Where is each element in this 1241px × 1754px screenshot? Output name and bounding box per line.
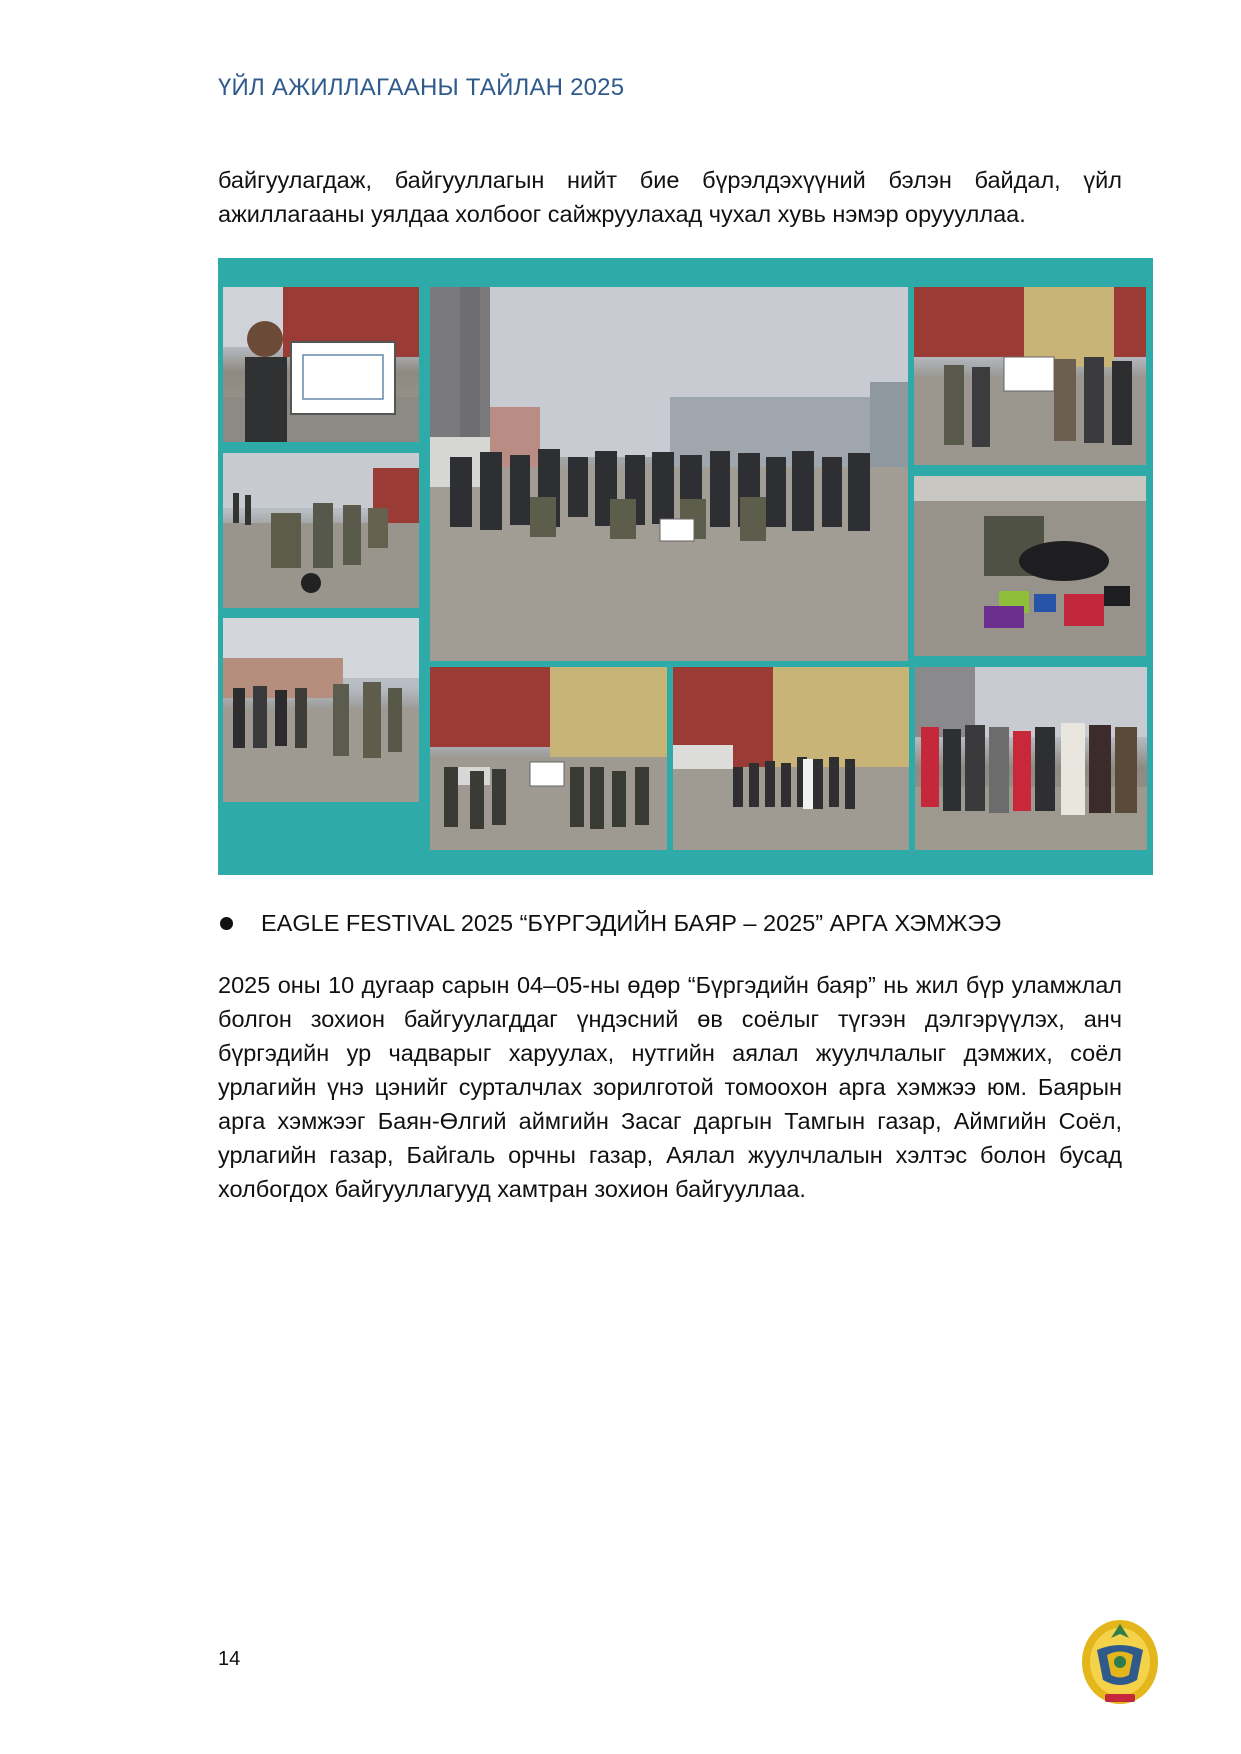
- bullet-point-icon: [220, 917, 233, 930]
- intro-paragraph: байгуулагдаж, байгууллагын нийт бие бүрэлдэхүүний бэлэн байдал, үйл ажиллагааны уялдаа холбоог сайжруулахад чухал хувь нэмэр оруууллаа.: [218, 167, 1122, 227]
- eagle-festival-paragraph: 2025 оны 10 дугаар сарын 04–05-ны өдөр “Бүргэдийн баяр” нь жил бүр уламжлал болгон зохион байгуулагддаг үндэсний өв соёлыг түгээн дэлгэрүүлэх, анч бүргэдийн ур чадварыг харуулах, нутгийн аялал жуулчлалыг дэмжих, соёл урлагийн үнэ цэнийг сурталчлах зорилготой томоохон арга хэмжээ юм. Баярын арга хэмжээг Баян-Өлгий аймгийн Засаг даргын Тамгын газар, Аймгийн Соёл, урлагийн газар, Байгаль орчны газар, Аялал жуулчлалын хэлтэс болон бусад холбогдох байгууллагууд хамтран зохион байгууллаа.: [218, 972, 1122, 1202]
- page-number: 14: [218, 1648, 241, 1670]
- photo-officer-with-map: [223, 287, 419, 442]
- photo-officers-outdoor: [223, 618, 419, 802]
- photo-lineup-parking: [430, 667, 667, 850]
- eagle-emblem-logo-icon: [1077, 1610, 1163, 1710]
- photo-line-of-people: [673, 667, 909, 850]
- section-heading-text: EAGLE FESTIVAL 2025 “БҮРГЭДИЙН БАЯР – 2025” АРГА ХЭМЖЭЭ: [261, 910, 1002, 936]
- section-bullet-heading: [218, 910, 1001, 937]
- photo-festival-costumes: [915, 667, 1147, 850]
- photo-officers-building: [914, 287, 1146, 465]
- photo-kneeling-soldiers: [223, 453, 419, 608]
- document-header: ҮЙЛ АЖИЛЛАГААНЫ ТАЙЛАН 2025: [218, 74, 625, 101]
- photo-collage: [218, 258, 1153, 875]
- photo-equipment-on-ground: [914, 476, 1146, 656]
- photo-group-main: [430, 287, 908, 661]
